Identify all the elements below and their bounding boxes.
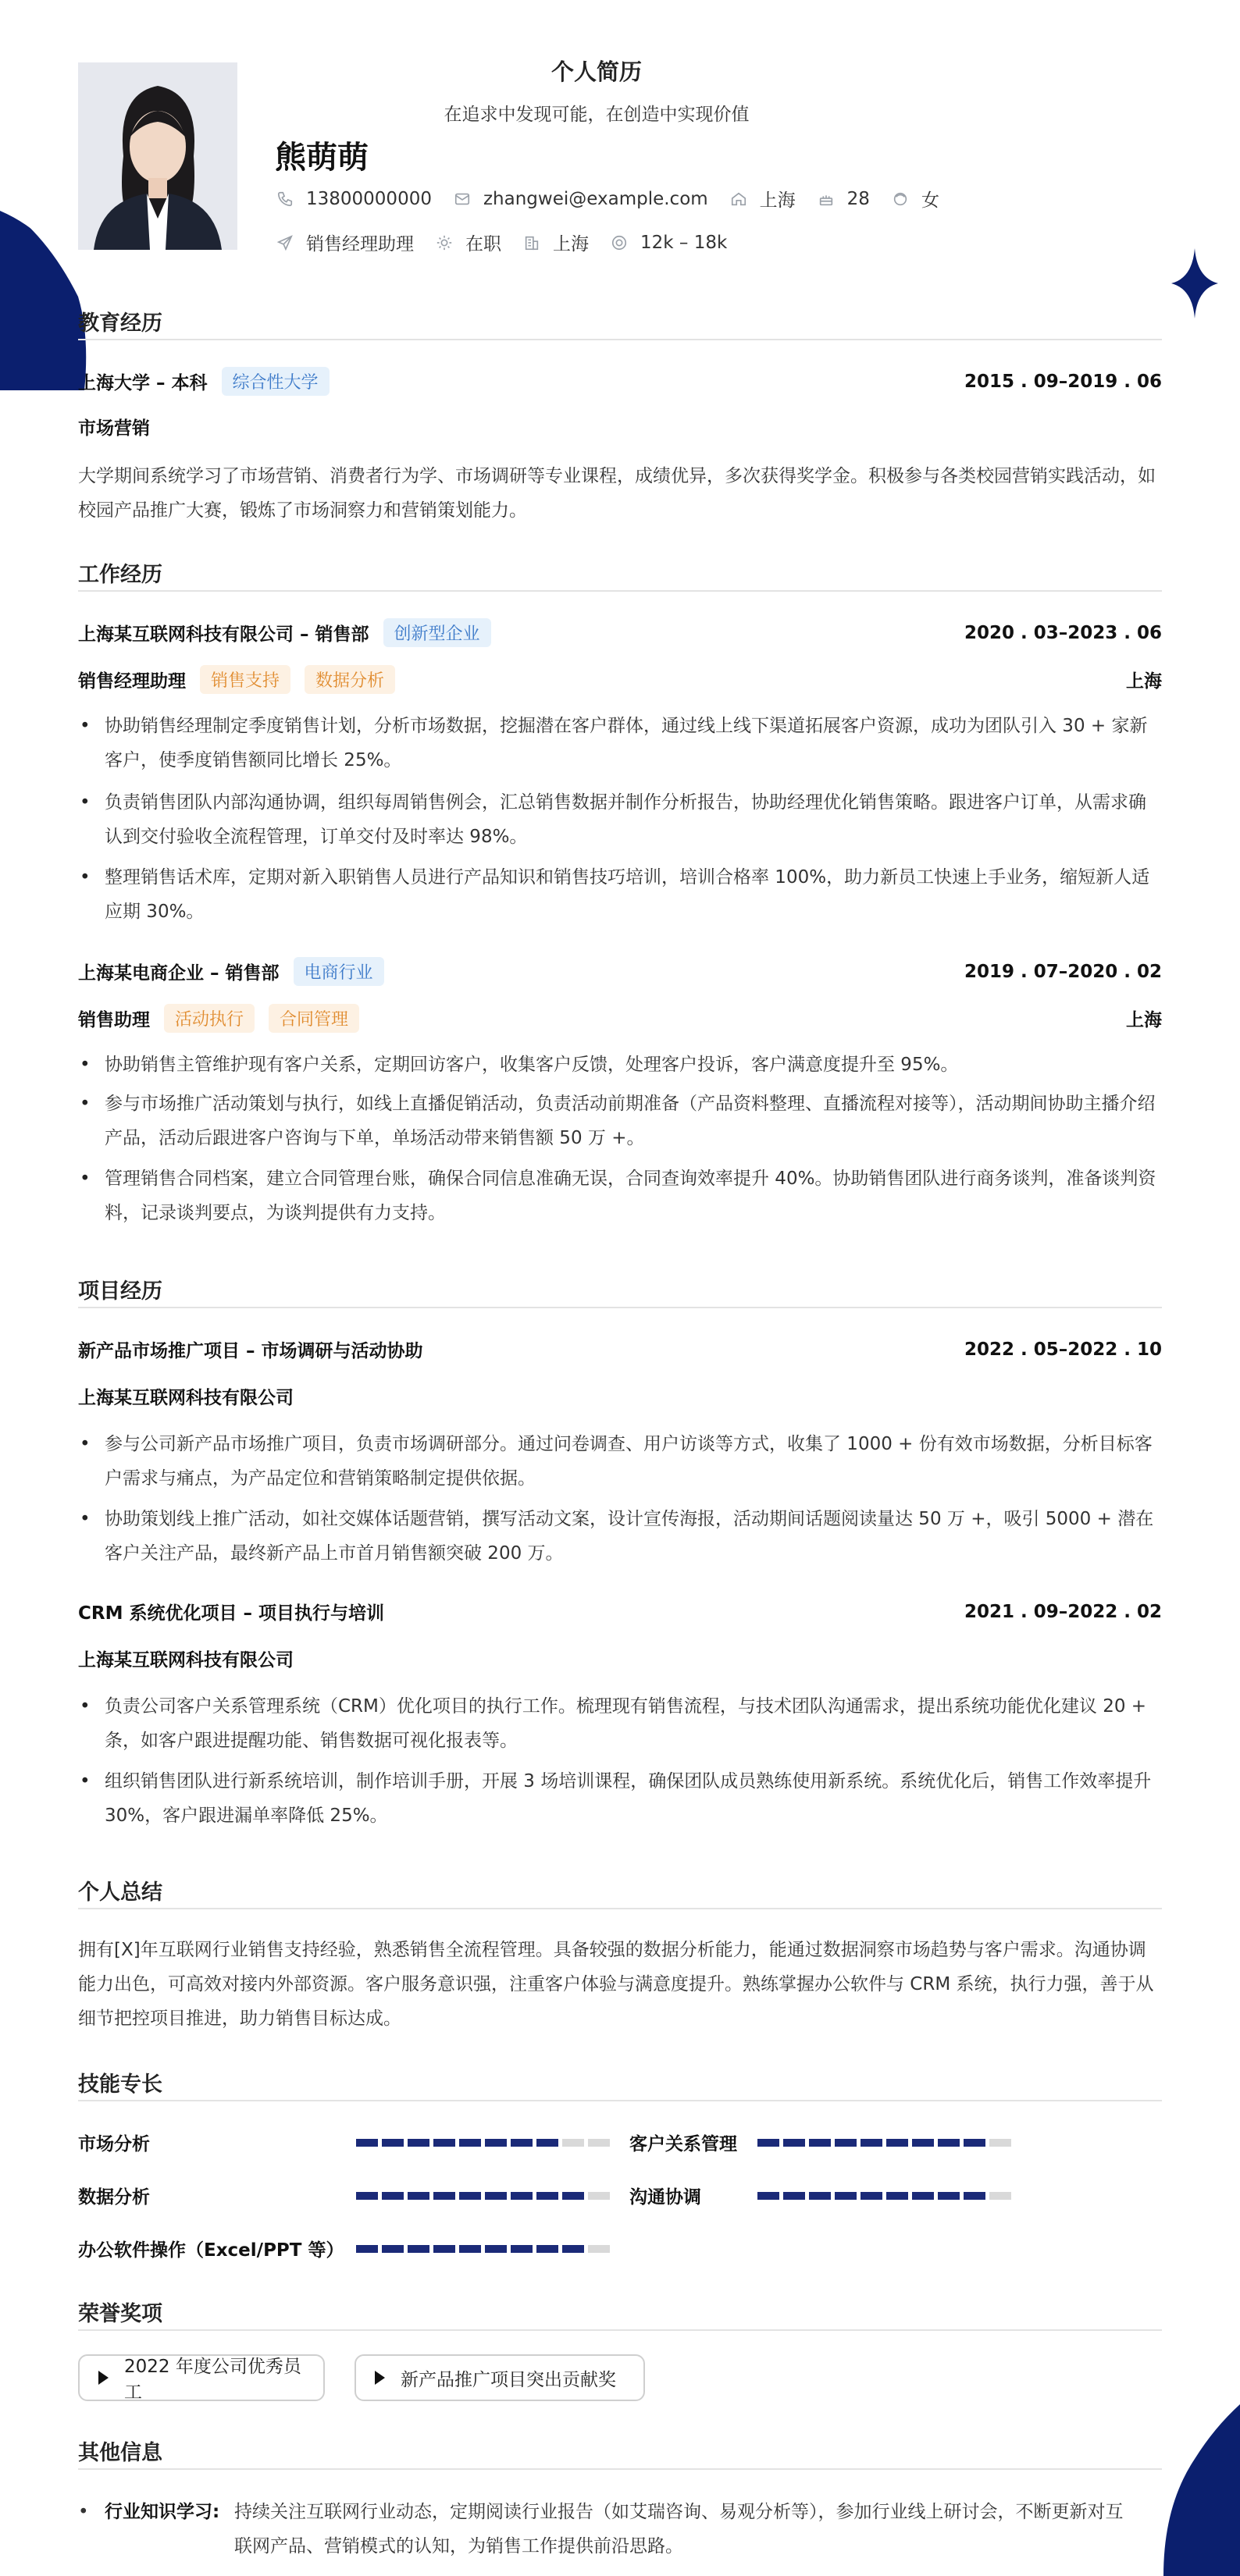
education-header-row [78,367,1162,396]
skill-bar [356,2192,610,2200]
section-divider [78,2100,1162,2101]
skill-bar [356,2245,610,2253]
skill-bar-segment [783,2192,805,2200]
candidate-name: 熊萌萌 [275,140,369,176]
skill-name: 数据分析 [78,2187,150,2208]
job-date: 2019 . 07–2020 . 02 [964,961,1162,982]
skill-bar-segment [356,2192,378,2200]
skill-bar-segment [511,2139,533,2147]
salary-text: 12k – 18k [640,232,728,253]
skill-bar-segment [562,2245,584,2253]
company-tag: 创新型企业 [383,618,491,647]
skill-bar-segment [964,2192,985,2200]
major-name: 市场营销 [78,418,150,439]
skill-name: 沟通协调 [629,2187,701,2208]
skill-bar [356,2139,610,2147]
gender-item [890,186,939,212]
star-icon [1171,248,1218,318]
job-role: 销售助理 [78,1010,150,1030]
job-location: 上海 [1126,671,1162,692]
send-icon [275,233,295,253]
job-bullet: • 协助销售经理制定季度销售计划，分析市场数据，挖掘潜在客户群体，通过线上线下渠道拓展客户资源，成功为团队引入 30 + 家新客户，使季度销售额同比增长 25%。 [78,709,1162,777]
skill-bar-segment [989,2139,1011,2147]
skill-tag: 合同管理 [269,1004,359,1033]
job-header-row [78,618,1162,647]
phone-text: 13800000000 [306,188,432,209]
skill-bar-segment [809,2192,831,2200]
job-header-row [78,957,1162,986]
city-item [729,186,796,212]
gender-icon [890,189,910,209]
status-icon [434,233,454,253]
section-title-other: 其他信息 [78,2441,162,2465]
skill-tag: 数据分析 [305,665,395,694]
job-role-row [78,1004,1162,1033]
skill-bar [757,2192,1011,2200]
skill-bar-segment [562,2139,584,2147]
skill-tag: 活动执行 [164,1004,255,1033]
other-text: 持续关注互联网行业动态，定期阅读行业报告（如艾瑞咨询、易观分析等），参加行业线上研讨会，不断更新对互 [234,2502,1124,2522]
project-company: 上海某互联网科技有限公司 [78,1650,294,1670]
skill-bar-segment [886,2192,908,2200]
play-icon [98,2371,109,2385]
skill-bar-segment [588,2139,610,2147]
skill-name: 客户关系管理 [629,2134,737,2154]
section-divider [78,590,1162,592]
skill-bar-segment [433,2245,455,2253]
play-icon [375,2371,385,2385]
salary-item [609,233,727,253]
summary-text: 拥有[X]年互联网行业销售支持经验，熟悉销售全流程管理。具备较强的数据分析能力，能通过数据洞察市场趋势与客户需求。沟通协调能力出色，可高效对接内外部资源。客户服务意识强，注重客户体验与满意度提升。熟练掌握办公软件与 CRM 系统，执行力强，善于从细节把控项目推进，助力销售目标达成。 [78,1940,1154,2029]
section-divider [78,1908,1162,1909]
mail-icon [452,189,472,209]
project-date: 2021 . 09–2022 . 02 [964,1601,1162,1622]
project-bullet: • 组织销售团队进行新系统培训，制作培训手册，开展 3 场培训课程，确保团队成员熟练使用新系统。系统优化后，销售工作效率提升 30%，客户跟进漏单率降低 25%。 [78,1764,1162,1833]
job-company: 上海某电商企业 – 销售部 [78,963,280,984]
job-role-row [78,665,1162,694]
section-title-skills: 技能专长 [78,2073,162,2097]
education-description: 大学期间系统学习了市场营销、消费者行为学、市场调研等专业课程，成绩优异，多次获得奖学金。积极参与各类校园营销实践活动，如校园产品推广大赛，锻炼了市场洞察力和营销策划能力。 [78,466,1156,521]
skill-tag: 销售支持 [200,665,290,694]
skill-bar-segment [408,2245,429,2253]
building-icon [522,233,542,253]
status-text: 在职 [465,234,501,254]
skill-bar-segment [861,2139,882,2147]
gender-text: 女 [921,190,939,211]
job-bullet: • 管理销售合同档案，建立合同管理台账，确保合同信息准确无误，合同查询效率提升 40%。协助销售团队进行商务谈判，准备谈判资料，记录谈判要点，为谈判提供有力支持。 [78,1162,1162,1230]
project-bullet: • 参与公司新产品市场推广项目，负责市场调研部分。通过问卷调查、用户访谈等方式，收集了 1000 + 份有效市场数据，分析目标客户需求与痛点，为产品定位和营销策略制定提供依据。 [78,1427,1162,1496]
project-company-row [78,1383,1162,1409]
award-text: 2022 年度公司优秀员工 [124,2357,301,2403]
skill-bar-segment [912,2192,934,2200]
home-icon [729,189,749,209]
skill-bar-segment [536,2245,558,2253]
company-tag: 电商行业 [294,957,384,986]
phone-item [275,189,432,209]
education-date: 2015 . 09–2019 . 06 [964,371,1162,392]
skill-bar-segment [757,2139,779,2147]
section-title-projects: 项目经历 [78,1279,162,1304]
skill-bar-segment [536,2139,558,2147]
award-item [355,2354,645,2401]
target-position-text: 销售经理助理 [306,234,414,254]
contact-row [275,186,960,212]
skill-bar-segment [886,2139,908,2147]
other-info [78,2495,1162,2564]
skill-bar-segment [459,2245,481,2253]
skill-bar-segment [588,2192,610,2200]
award-text: 新产品推广项目突出贡献奖 [401,2369,616,2390]
skill-bar-segment [562,2192,584,2200]
skill-bar-segment [835,2192,857,2200]
skill-bar-segment [989,2192,1011,2200]
project-name: 新产品市场推广项目 – 市场调研与活动协助 [78,1341,423,1361]
skill-bar-segment [809,2139,831,2147]
skill-bar-segment [536,2192,558,2200]
skill-bar-segment [382,2192,404,2200]
job-intent-row [275,229,747,255]
skill-bar-segment [938,2192,960,2200]
other-info-line [78,2495,1162,2529]
skill-bar-segment [938,2139,960,2147]
skill-name: 办公软件操作（Excel/PPT 等） [78,2240,344,2261]
age-item [816,189,870,209]
skill-bar-segment [356,2139,378,2147]
email-text: zhangwei@example.com [483,188,708,209]
email-item [452,189,708,209]
skill-bar-segment [964,2139,985,2147]
skill-bar-segment [485,2139,507,2147]
skill-bar-segment [835,2139,857,2147]
target-city-item [522,229,589,255]
job-role: 销售经理助理 [78,671,186,692]
project-name: CRM 系统优化项目 – 项目执行与培训 [78,1603,384,1624]
section-title-education: 教育经历 [78,311,162,336]
project-bullet: • 负责公司客户关系管理系统（CRM）优化项目的执行工作。梳理现有销售流程，与技术团队沟通需求，提出系统功能优化建议 20 + 条，如客户跟进提醒功能、销售数据可视化报表等。 [78,1689,1162,1758]
job-bullet: • 整理销售话术库，定期对新入职销售人员进行产品知识和销售技巧培训，培训合格率 100%，助力新员工快速上手业务，缩短新人适应期 30%。 [78,860,1162,929]
skill-bar-segment [485,2245,507,2253]
skill-bar-segment [485,2192,507,2200]
project-header-row [78,1336,1162,1362]
skill-bar-segment [459,2192,481,2200]
skill-bar-segment [433,2139,455,2147]
avatar [78,62,237,250]
job-company: 上海某互联网科技有限公司 – 销售部 [78,624,369,645]
skill-bar-segment [408,2139,429,2147]
section-divider [78,339,1162,340]
target-city-text: 上海 [553,234,589,254]
skill-bar-segment [356,2245,378,2253]
skill-bar-segment [757,2192,779,2200]
skill-bar-segment [861,2192,882,2200]
project-company-row [78,1646,1162,1671]
section-divider [78,2329,1162,2331]
target-position-item [275,229,414,255]
skill-bar-segment [459,2139,481,2147]
other-label: 行业知识学习: [105,2502,220,2522]
project-header-row [78,1599,1162,1624]
skill-name: 市场分析 [78,2134,150,2154]
skill-bar-segment [588,2245,610,2253]
salary-icon [609,233,629,253]
section-title-work: 工作经历 [78,563,162,587]
skill-bar-segment [511,2192,533,2200]
job-bullet: • 参与市场推广活动策划与执行，如线上直播促销活动，负责活动前期准备（产品资料整理、直播流程对接等），活动期间协助主播介绍产品，活动后跟进客户咨询与下单，单场活动带来销售额 50 万 +。 [78,1087,1162,1155]
age-icon [816,189,836,209]
status-item [434,229,501,255]
project-company: 上海某互联网科技有限公司 [78,1388,294,1408]
bullet-dot: • [78,2502,89,2522]
award-item [78,2354,325,2401]
job-date: 2020 . 03–2023 . 06 [964,622,1162,643]
school-tag: 综合性大学 [222,367,330,396]
skill-bar-segment [433,2192,455,2200]
project-bullet: • 协助策划线上推广活动，如社交媒体话题营销，撰写活动文案，设计宣传海报，活动期间话题阅读量达 50 万 +，吸引 5000 + 潜在客户关注产品，最终新产品上市首月销售额突破 200 万。 [78,1502,1162,1571]
school-name: 上海大学 – 本科 [78,373,208,393]
skill-bar-segment [912,2139,934,2147]
section-title-summary: 个人总结 [78,1880,162,1905]
city-text: 上海 [759,190,796,211]
resume-subtitle: 在追求中发现可能，在创造中实现价值 [444,105,750,125]
age-text: 28 [846,188,870,209]
resume-title: 个人简历 [551,59,642,85]
skill-bar-segment [382,2139,404,2147]
skill-bar-segment [783,2139,805,2147]
other-text-continued: 联网产品、营销模式的认知，为销售工作提供前沿思路。 [234,2536,683,2556]
section-divider [78,2468,1162,2470]
project-date: 2022 . 05–2022 . 10 [964,1339,1162,1360]
section-title-awards: 荣誉奖项 [78,2302,162,2326]
job-location: 上海 [1126,1010,1162,1030]
major-row [78,414,1162,439]
job-bullet: • 协助销售主管维护现有客户关系，定期回访客户，收集客户反馈，处理客户投诉，客户满意度提升至 95%。 [78,1048,1162,1082]
phone-icon [275,189,295,209]
skill-bar-segment [511,2245,533,2253]
job-bullet: • 负责销售团队内部沟通协调，组织每周销售例会，汇总销售数据并制作分析报告，协助经理优化销售策略。跟进客户订单，从需求确认到交付验收全流程管理，订单交付及时率达 98%。 [78,785,1162,854]
skill-bar-segment [408,2192,429,2200]
skill-bar [757,2139,1011,2147]
skill-bar-segment [382,2245,404,2253]
section-divider [78,1307,1162,1308]
